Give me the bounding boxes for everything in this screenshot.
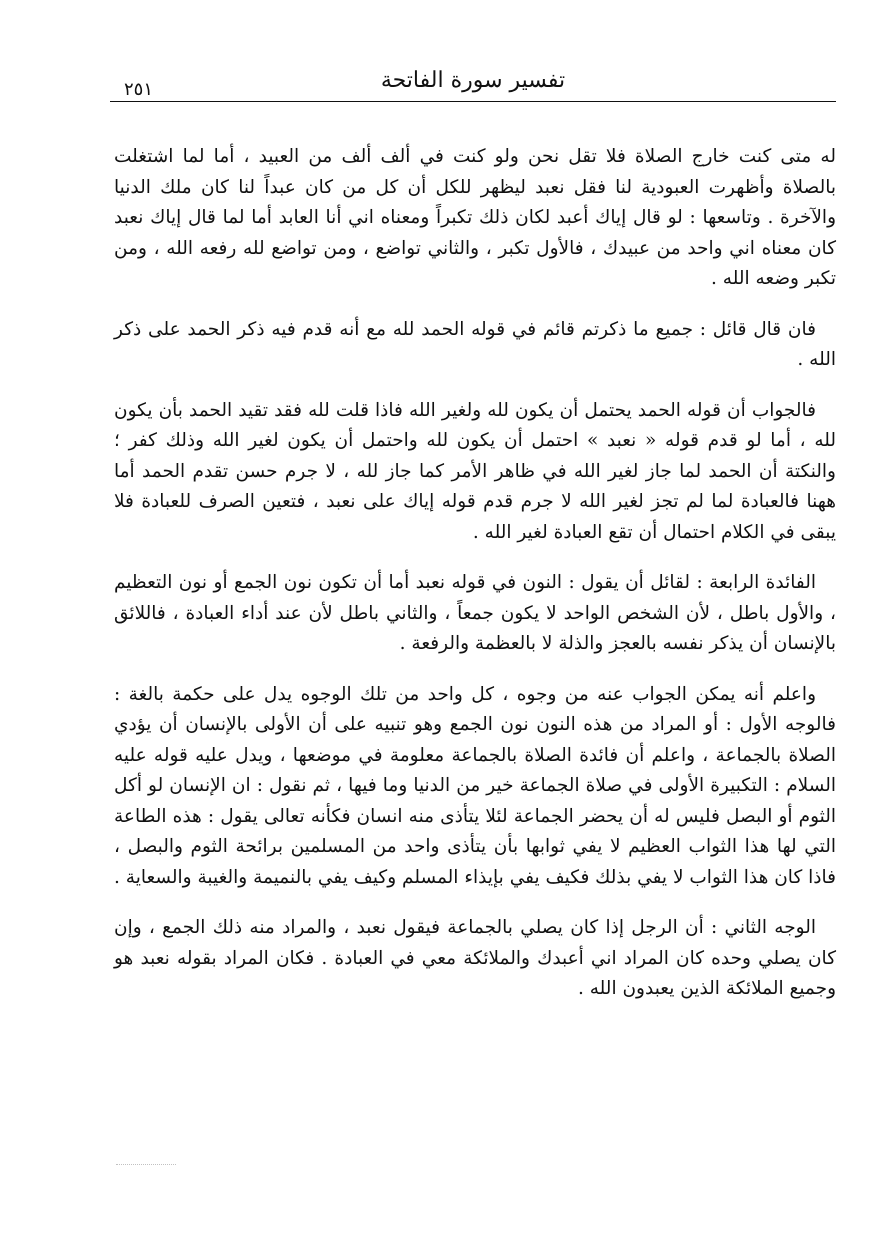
paragraph-5: واعلم أنه يمكن الجواب عنه من وجوه ، كل واحد من تلك الوجوه يدل على حكمة بالغة : فالوجه الأول : أو المراد من هذه النون نون الجمع وهو تنبيه على أن الأولى بالإنسان أن يؤدي الصلاة بالجماعة ، واعلم أن فائدة الصلاة بالجماعة معلومة في موضعها ، ويدل عليه قوله عليه السلام : التكبيرة الأولى في صلاة الجماعة خير من الدنيا وما فيها ، ثم نقول : ان الإنسان لو أكل الثوم أو البصل فليس له أن يحضر الجماعة لئلا يتأذى منه انسان فكأنه تعالى يقول : هذه الطاعة التي لها هذا الثواب العظيم لا يفي ثوابها بأن يتأذى واحد من المسلمين برائحة الثوم والبصل ، فاذا كان هذا الثواب لا يفي بذلك فكيف يفي بإيذاء المسلم وكيف يفي بالنميمة والغيبة والسعاية . <box>114 683 836 888</box>
scan-artifact-dots <box>116 1164 176 1165</box>
paragraph-6: الوجه الثاني : أن الرجل إذا كان يصلي بالجماعة فيقول نعبد ، والمراد منه ذلك الجمع ، وإن كان يصلي وحده كان المراد اني أعبدك والملائكة معي في العبادة . فكان المراد بقوله نعبد هو وجميع الملائكة الذين يعبدون الله . <box>114 917 836 999</box>
paragraph-1: له متى كنت خارج الصلاة فلا تقل نحن ولو كنت في ألف ألف من العبيد ، أما لما اشتغلت بالصلاة وأظهرت العبودية لنا فقل نعبد ليظهر للكل أن كل من كان عبداً لنا كان ملك الدنيا والآخرة . وتاسعها : لو قال إياك أعبد لكان ذلك تكبراً ومعناه اني أنا العابد أما لما قال إياك نعبد كان معناه اني واحد من عبيدك ، فالأول تكبر ، والثاني تواضع ، ومن تواضع لله رفعه الله ، ومن تكبر وضعه الله . <box>114 146 836 289</box>
paragraph-2: فان قال قائل : جميع ما ذكرتم قائم في قوله الحمد لله مع أنه قدم فيه ذكر الحمد على ذكر الله . <box>114 318 836 370</box>
running-header <box>110 62 836 106</box>
paragraph-3: فالجواب أن قوله الحمد يحتمل أن يكون لله ولغير الله فاذا قلت لله فقد تقيد الحمد بأن يكون لله ، أما لو قدم قوله « نعبد » احتمل أن يكون لله واحتمل أن يكون لغير الله وذلك كفر ؛ والنكتة أن الحمد لما جاز لغير الله في ظاهر الأمر كما جاز لله ، لا جرم حسن تقدم الحمد أما ههنا فالعبادة لما لم تجز لغير الله لا جرم قدم قوله إياك على نعبد ، فتعين الصرف للعبادة فلا يبقى في الكلام احتمال أن تقع العبادة لغير الله . <box>114 399 836 543</box>
running-title: تفسير سورة الفاتحة <box>380 68 566 93</box>
page-number: ٢٥١ <box>124 79 154 100</box>
paragraph-4: الفائدة الرابعة : لقائل أن يقول : النون في قوله نعبد أما أن تكون نون الجمع أو نون التعظيم ، والأول باطل ، لأن الشخص الواحد لا يكون جمعاً ، والثاني باطل لأن عند أداء العبادة ، فاللائق بالإنسان أن يذكر نفسه بالعجز والذلة لا بالعظمة والرفعة . <box>114 572 836 654</box>
body-text <box>114 142 836 1005</box>
header-rule <box>110 101 836 102</box>
